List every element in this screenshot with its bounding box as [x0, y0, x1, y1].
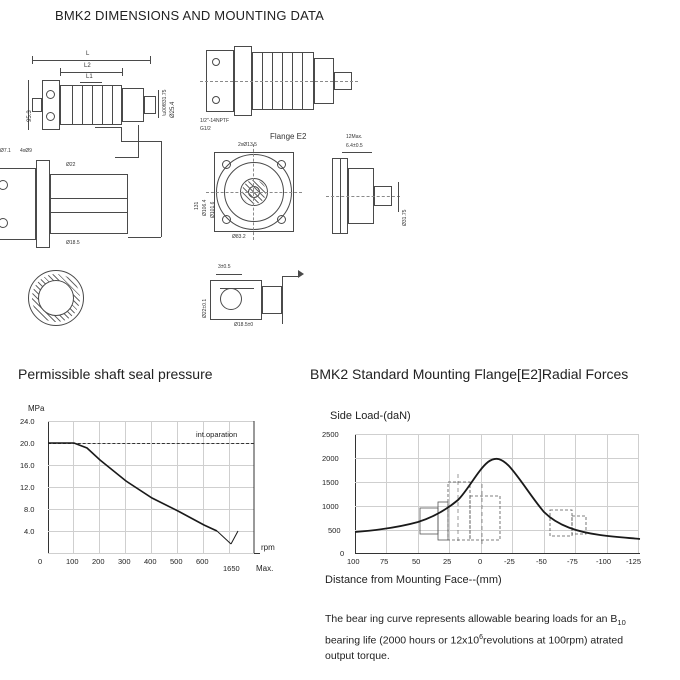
bearing-note	[325, 612, 655, 664]
seal-curve	[18, 404, 288, 584]
motor-side-view: L L2 L1 95.3 \u00f831.75 Ø25.4	[20, 30, 190, 130]
radial-ytick-500: 500	[328, 526, 341, 535]
radial-xtick-0: 0	[478, 557, 483, 566]
radial-ytick-2000: 2000	[322, 454, 339, 463]
note-line-1: The bear ing curve represents allowable bearing loads for an B	[325, 613, 618, 625]
seal-xtick-400: 400	[144, 557, 157, 566]
note-sup: 6	[479, 634, 484, 642]
sideload-title: Side Load-(daN)	[330, 410, 411, 422]
flange-label: Flange E2	[270, 132, 307, 141]
radial-xtick-m75: -75	[567, 557, 578, 566]
seal-ytick-16: 16.0	[20, 461, 35, 470]
shaft-detail-view: 3±0.5 Ø22±0.1 Ø18.5±0	[190, 262, 320, 332]
motor-section-view: 1/2"-14NPTF G1/2	[196, 38, 366, 133]
radial-xtick-m50: -50	[536, 557, 547, 566]
seal-ytick-24: 24.0	[20, 417, 35, 426]
radial-section-title: BMK2 Standard Mounting Flange[E2]Radial Forces	[310, 366, 629, 382]
seal-ytick-8: 8.0	[24, 505, 35, 514]
seal-xtick-600: 600	[196, 557, 209, 566]
seal-ytick-12: 12.0	[20, 483, 35, 492]
seal-ytick-0: 0	[38, 557, 43, 566]
note-line-2: bearing life (2000 hours or 12x10	[325, 634, 480, 647]
flange-e2-face-view: Flange E2 2xØ13.5 Ø106.4 Ø101.6 131 Ø83.2	[194, 132, 307, 240]
seal-xtick-100: 100	[66, 557, 79, 566]
radial-xtick-50: 50	[412, 557, 421, 566]
seal-y-unit: MPa	[28, 404, 45, 413]
radial-xtick-100: 100	[347, 557, 360, 566]
radial-ytick-0: 0	[340, 549, 345, 558]
seal-xtick-300: 300	[118, 557, 131, 566]
note-sub: 10	[617, 618, 626, 628]
seal-xtick-1650: 1650	[223, 564, 240, 573]
radial-ytick-2500: 2500	[322, 430, 339, 439]
radial-force-chart	[310, 404, 660, 589]
radial-curve	[310, 404, 660, 564]
seal-annotation: int.oparation	[196, 430, 238, 439]
motor-bottom-left-view: Ø7.1 4xØ9 Ø22 Ø18.5	[0, 140, 190, 260]
seal-ytick-4: 4.0	[24, 527, 35, 536]
radial-x-axis-label: Distance from Mounting Face--(mm)	[325, 574, 502, 586]
seal-pressure-chart	[18, 404, 288, 584]
seal-xtick-500: 500	[170, 557, 183, 566]
seal-max-label: Max.	[256, 564, 274, 573]
radial-xtick-m100: -100	[596, 557, 612, 566]
page-title: BMK2 DIMENSIONS AND MOUNTING DATA	[55, 8, 325, 23]
note-line-2b: revolutions at 100rpm) atrated	[483, 634, 624, 647]
radial-xtick-m25: -25	[504, 557, 515, 566]
seal-x-unit: rpm	[261, 543, 275, 552]
seal-section-title: Permissible shaft seal pressure	[18, 366, 213, 382]
note-line-3: output torque.	[325, 649, 390, 662]
radial-xtick-25: 25	[443, 557, 452, 566]
seal-xtick-200: 200	[92, 557, 105, 566]
radial-xtick-75: 75	[380, 557, 389, 566]
radial-ytick-1500: 1500	[322, 478, 339, 487]
radial-xtick-m125: -125	[626, 557, 642, 566]
radial-ytick-1000: 1000	[322, 502, 339, 511]
spline-cross-section	[24, 268, 94, 330]
seal-ytick-20: 20.0	[20, 439, 35, 448]
flange-e2-side-view: 12Max. 6.4±0.5 Ø31.75	[322, 130, 432, 240]
